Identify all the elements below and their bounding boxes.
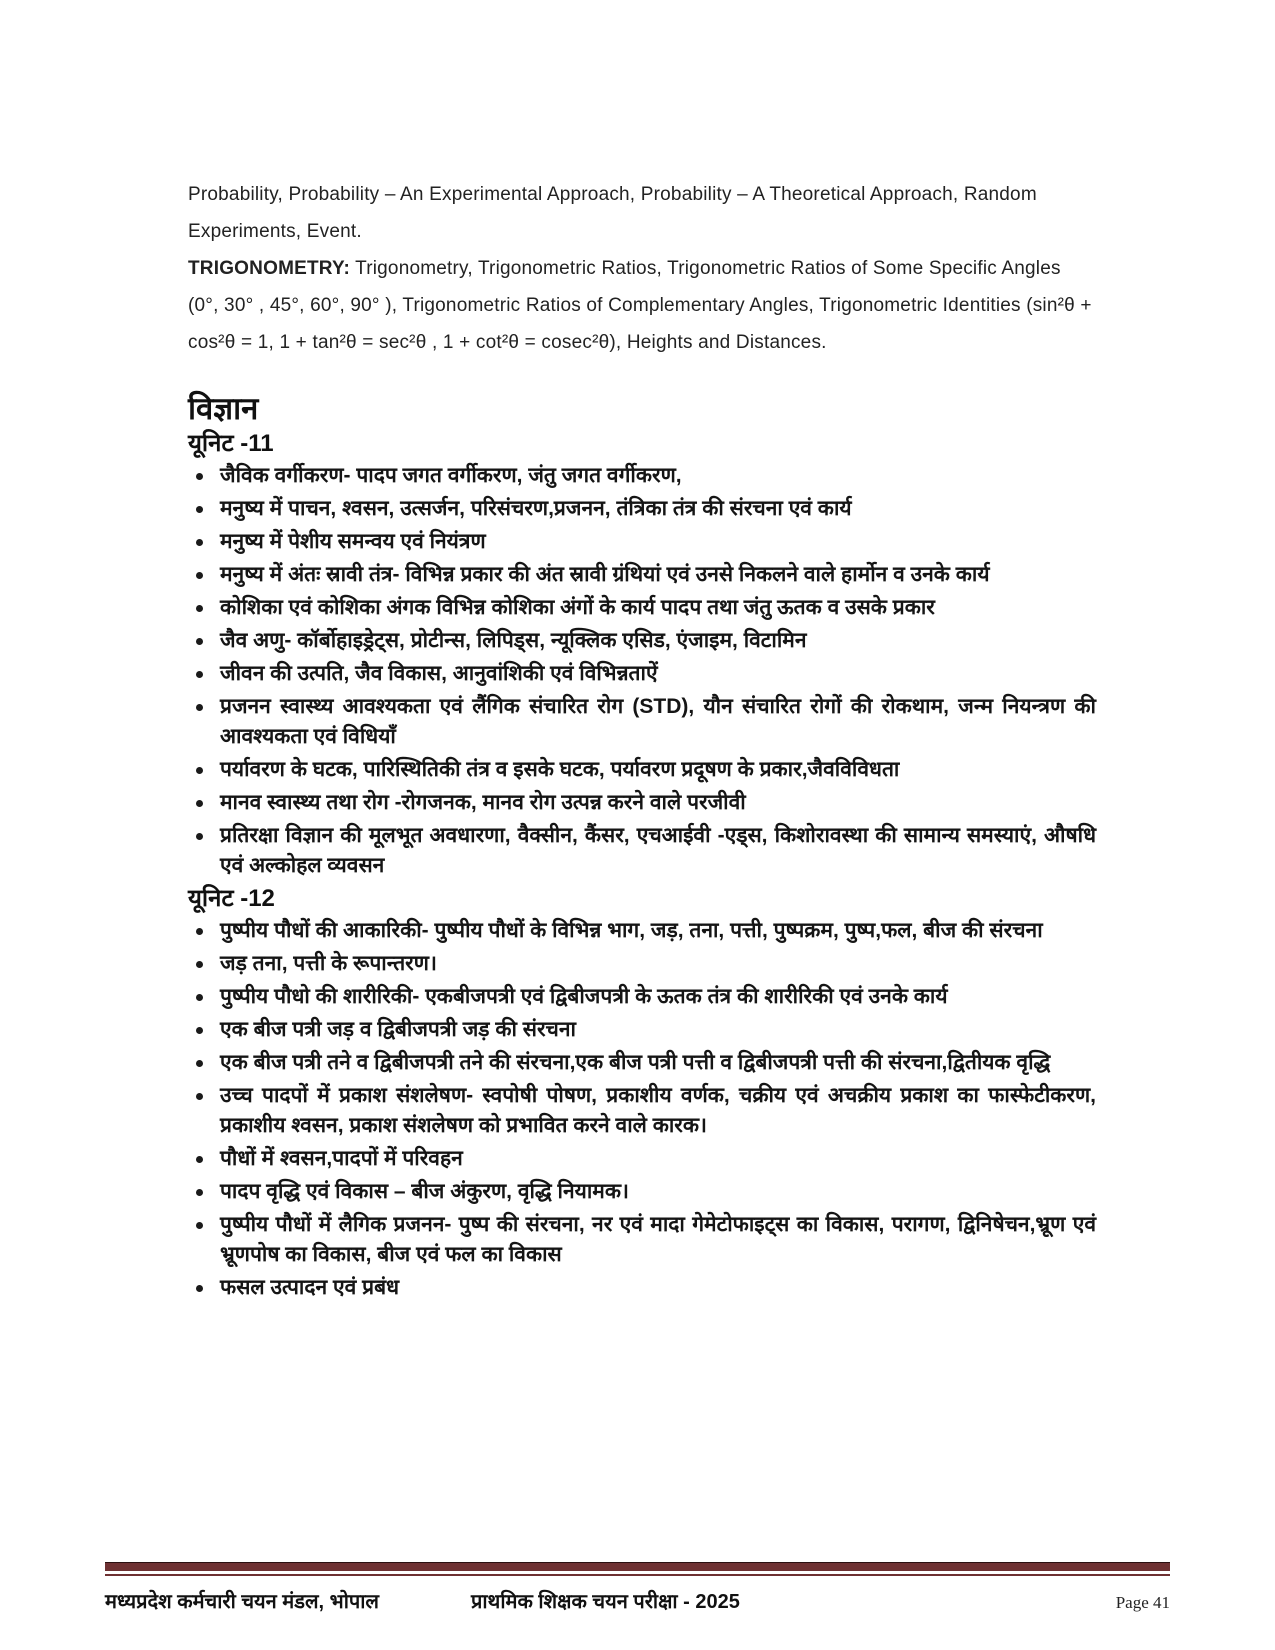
unit-12-heading: यूनिट -12: [188, 885, 275, 912]
list-item: कोशिका एवं कोशिका अंगक विभिन्न कोशिका अंगों के कार्य पादप तथा जंतु ऊतक व उसके प्रकार: [188, 593, 1096, 623]
footer-text-row: [105, 1587, 1170, 1614]
probability-paragraph: [188, 176, 1096, 250]
footer-rule-thin: [105, 1574, 1170, 1576]
list-item: एक बीज पत्री तने व द्विबीजपत्री तने की संरचना,एक बीज पत्री पत्ती व द्विबीजपत्री पत्ती की संरचना,द्वितीयक वृद्धि: [188, 1048, 1096, 1078]
list-item: जीवन की उत्पति, जैव विकास, आनुवांशिकी एवं विभिन्नताऐं: [188, 659, 1096, 689]
syllabus-content: [188, 176, 1096, 1306]
trigonometry-paragraph: [188, 250, 1096, 361]
unit-12-topic-list: [188, 916, 1096, 1303]
list-item: जैविक वर्गीकरण- पादप जगत वर्गीकरण, जंतु जगत वर्गीकरण,: [188, 461, 1096, 491]
list-item: जैव अणु- कॉर्बोहाइड्रेट्स, प्रोटीन्स, लिपिड्स, न्यूक्लिक एसिड, एंजाइम, विटामिन: [188, 626, 1096, 656]
list-item: पुष्पीय पौधो की शारीरिकी- एकबीजपत्री एवं द्विबीजपत्री के ऊतक तंत्र की शारीरिकी एवं उनके कार्य: [188, 982, 1096, 1012]
list-item: उच्च पादपों में प्रकाश संशलेषण- स्वपोषी पोषण, प्रकाशीय वर्णक, चक्रीय एवं अचक्रीय प्रकाश का फास्फेटीकरण, प्रकाशीय श्वसन, प्रकाश संशलेषण को प्रभावित करने वाले कारक।: [188, 1081, 1096, 1141]
list-item: मनुष्य में पाचन, श्वसन, उत्सर्जन, परिसंचरण,प्रजनन, तंत्रिका तंत्र की संरचना एवं कार्य: [188, 494, 1096, 524]
list-item: मनुष्य में पेशीय समन्वय एवं नियंत्रण: [188, 527, 1096, 557]
list-item: मानव स्वास्थ्य तथा रोग -रोगजनक, मानव रोग उत्पन्न करने वाले परजीवी: [188, 788, 1096, 818]
footer-exam-title: प्राथमिक शिक्षक चयन परीक्षा - 2025: [470, 1591, 740, 1613]
list-item: जड़ तना, पत्ती के रूपान्तरण।: [188, 949, 1096, 979]
list-item: मनुष्य में अंतः स्रावी तंत्र- विभिन्न प्रकार की अंत स्रावी ग्रंथियां एवं उनसे निकलने वाले हार्मोन व उनके कार्य: [188, 560, 1096, 590]
list-item: पर्यावरण के घटक, पारिस्थितिकी तंत्र व इसके घटक, पर्यावरण प्रदूषण के प्रकार,जैवविविधता: [188, 755, 1096, 785]
footer-rule-thick: [105, 1562, 1170, 1571]
footer-organization: मध्यप्रदेश कर्मचारी चयन मंडल, भोपाल: [105, 1591, 379, 1613]
science-section-heading: विज्ञान: [188, 391, 259, 426]
trigonometry-text: Trigonometry, Trigonometric Ratios, Trigonometric Ratios of Some Specific Angles (0°, 30° , 45°, 60°, 90° ), Trigonometric Ratios of Complementary Angles, Trigonometric Identities (sin²θ + cos²θ = 1, 1 + tan²θ = sec²θ , 1 + cot²θ = cosec²θ), Heights and Distances.: [188, 258, 1092, 353]
unit-11-topic-list: [188, 461, 1096, 881]
list-item: पादप वृद्धि एवं विकास – बीज अंकुरण, वृद्धि नियामक।: [188, 1177, 1096, 1207]
page-number: Page 41: [1115, 1593, 1170, 1612]
trigonometry-label: TRIGONOMETRY:: [188, 258, 350, 279]
list-item: एक बीज पत्री जड़ व द्विबीजपत्री जड़ की संरचना: [188, 1015, 1096, 1045]
probability-text: Probability, Probability – An Experimental Approach, Probability – A Theoretical Approach, Random Experiments, Event.: [188, 184, 1037, 242]
page-footer: [105, 1562, 1170, 1614]
list-item: फसल उत्पादन एवं प्रबंध: [188, 1273, 1096, 1303]
unit-11-heading: यूनिट -11: [188, 430, 274, 457]
list-item: प्रजनन स्वास्थ्य आवश्यकता एवं लैंगिक संचारित रोग (STD), यौन संचारित रोगों की रोकथाम, जन्म नियन्त्रण की आवश्यकता एवं विधियाँ: [188, 692, 1096, 752]
list-item: प्रतिरक्षा विज्ञान की मूलभूत अवधारणा, वैक्सीन, कैंसर, एचआईवी -एड्स, किशोरावस्था की सामान्य समस्याएं, औषधि एवं अल्कोहल व्यवसन: [188, 821, 1096, 881]
list-item: पुष्पीय पौधों की आकारिकी- पुष्पीय पौधों के विभिन्न भाग, जड़, तना, पत्ती, पुष्पक्रम, पुष्प,फल, बीज की संरचना: [188, 916, 1096, 946]
list-item: पौधों में श्वसन,पादपों में परिवहन: [188, 1144, 1096, 1174]
list-item: पुष्पीय पौधों में लैगिक प्रजनन- पुष्प की संरचना, नर एवं मादा गेमेटोफाइट्स का विकास, परागण, द्विनिषेचन,भ्रूण एवं भ्रूणपोष का विकास, बीज एवं फल का विकास: [188, 1210, 1096, 1270]
